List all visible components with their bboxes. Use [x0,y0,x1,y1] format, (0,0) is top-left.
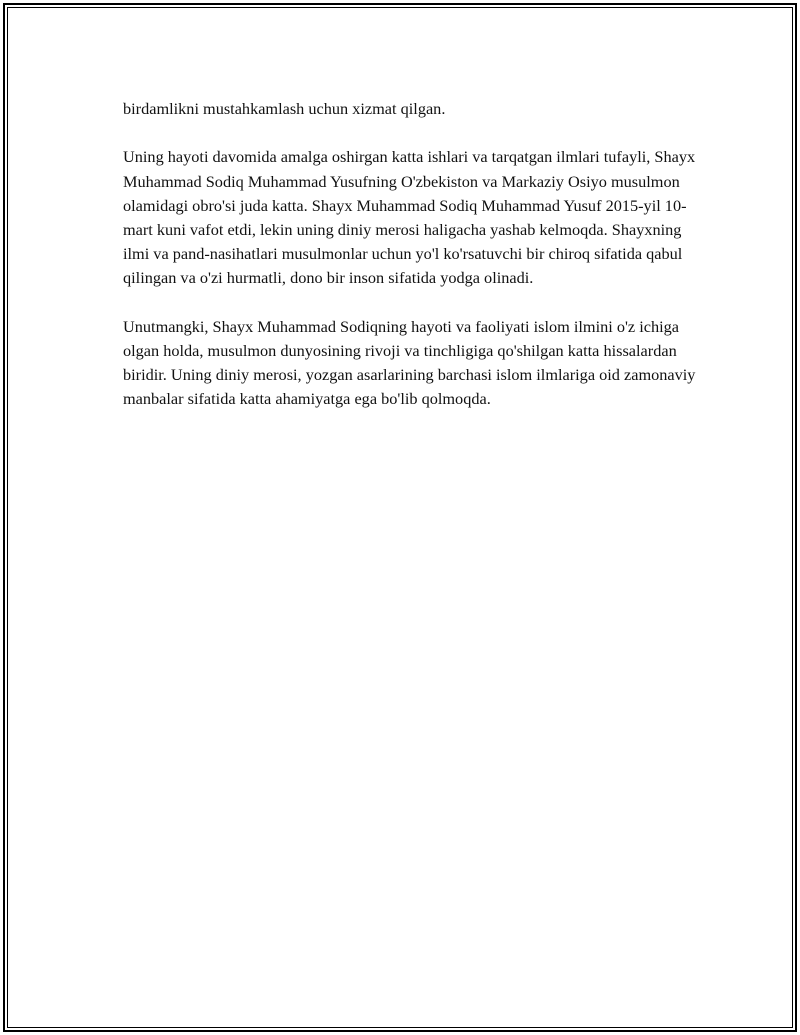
paragraph-2: Uning hayoti davomida amalga oshirgan katta ishlari va tarqatgan ilmlari tufayli, Shayx Muhammad Sodiq Muhammad Yusufning O'zbekiston va Markaziy Osiyo musulmon olamidagi obro'si juda katta. Shayx Muhammad Sodiq Muhammad Yusuf 2015-yil 10-mart kuni vafot etdi, lekin uning diniy merosi haligacha yashab kelmoqda. Shayxning ilmi va pand-nasihatlari musulmonlar uchun yo'l ko'rsatuvchi bir chiroq sifatida qabul qilingan va o'zi hurmatli, dono bir inson sifatida yodga olinadi. [123,147,696,288]
page-frame [3,3,797,1032]
paragraph-3: Unutmangki, Shayx Muhammad Sodiqning hayoti va faoliyati islom ilmini o'z ichiga olgan holda, musulmon dunyosining rivoji va tinchligiga qo'shilgan katta hissalardan biridir. Uning diniy merosi, yozgan asarlarining barchasi islom ilmlariga oid zamonaviy manbalar sifatida katta ahamiyatga ega bo'lib qolmoqda. [123,316,696,409]
document-body [123,97,703,412]
paragraph-1: birdamlikni mustahkamlash uchun xizmat qilgan. [123,99,446,118]
